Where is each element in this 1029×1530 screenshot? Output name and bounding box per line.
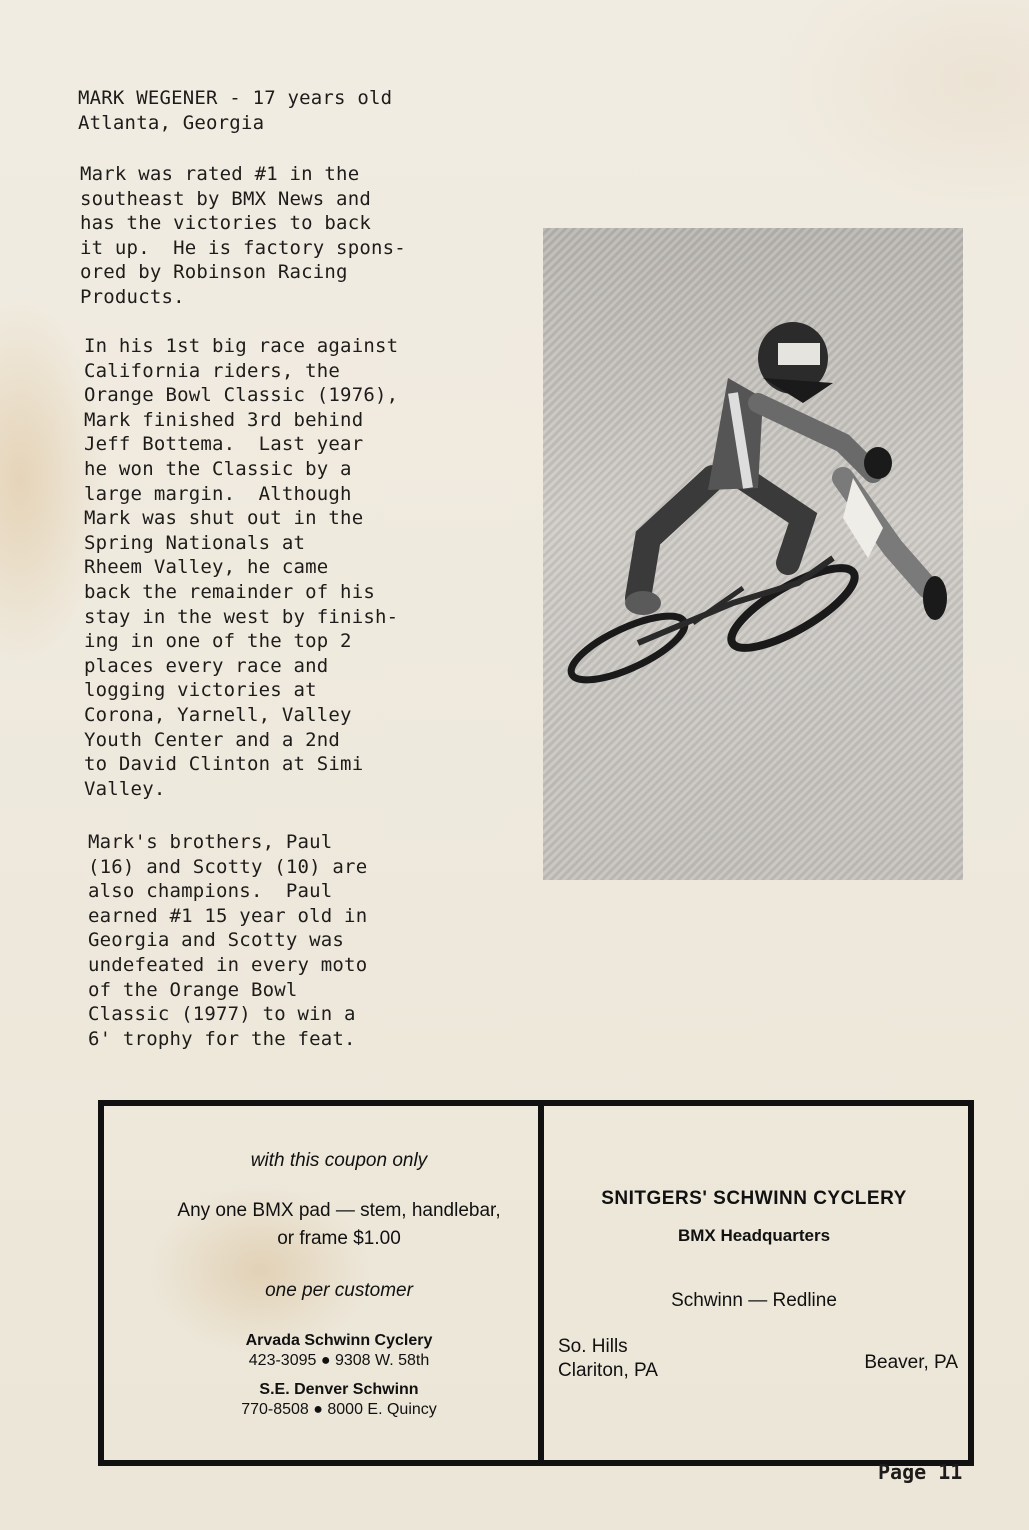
coupon-limit: one per customer	[265, 1280, 413, 1301]
article-paragraph-1: Mark was rated #1 in the southeast by BMX News and has the victories to back it up. He is factory spons- ored by Robinson Racing Products.	[80, 163, 406, 308]
location-1-line-1: So. Hills	[558, 1336, 628, 1357]
bmx-rider-illustration	[543, 228, 963, 880]
article-header: MARK WEGENER - 17 years old Atlanta, Georgia	[78, 87, 393, 134]
store-2-info: 770-8508 ● 8000 E. Quincy	[241, 1401, 437, 1418]
shop-name: SNITGERS' SCHWINN CYCLERY	[601, 1188, 907, 1209]
coupon-right-panel	[544, 1106, 968, 1460]
coupon-offer-line-1: Any one BMX pad — stem, handlebar,	[177, 1200, 501, 1221]
store-1-info: 423-3095 ● 9308 W. 58th	[248, 1352, 430, 1369]
coupon-tagline: with this coupon only	[250, 1150, 428, 1171]
article-paragraph-3: Mark's brothers, Paul (16) and Scotty (10) are also champions. Paul earned #1 15 year old in Georgia and Scotty was undefeated in every moto of the Orange Bowl Classic (1977) to win a 6' trophy for the feat.	[88, 831, 368, 1050]
shop-subtitle: BMX Headquarters	[677, 1226, 831, 1245]
article-paragraph-2: In his 1st big race against California riders, the Orange Bowl Classic (1976), Mark finished 3rd behind Jeff Bottema. Last year he won the Classic by a large margin. Although Mark was shut out in the Spring Nationals at Rheem Valley, he came back the remainder of his stay in the west by finish- ing in one of the top 2 places every race and logging victories at Corona, Yarnell, Valley Youth Center and a 2nd to David Clinton at Simi Valley.	[84, 335, 399, 800]
location-1-line-2: Clariton, PA	[558, 1360, 658, 1381]
bmx-rider-photo	[543, 228, 963, 880]
store-1-name: Arvada Schwinn Cyclery	[245, 1332, 433, 1349]
shop-brands: Schwinn — Redline	[671, 1290, 837, 1311]
page-number: Page 11	[878, 1460, 963, 1484]
coupon-offer-line-2: or frame $1.00	[277, 1228, 401, 1249]
coupon-advertisement	[98, 1100, 974, 1466]
coupon-left-panel	[104, 1106, 544, 1460]
store-2-name: S.E. Denver Schwinn	[259, 1381, 419, 1398]
location-2: Beaver, PA	[864, 1352, 958, 1373]
